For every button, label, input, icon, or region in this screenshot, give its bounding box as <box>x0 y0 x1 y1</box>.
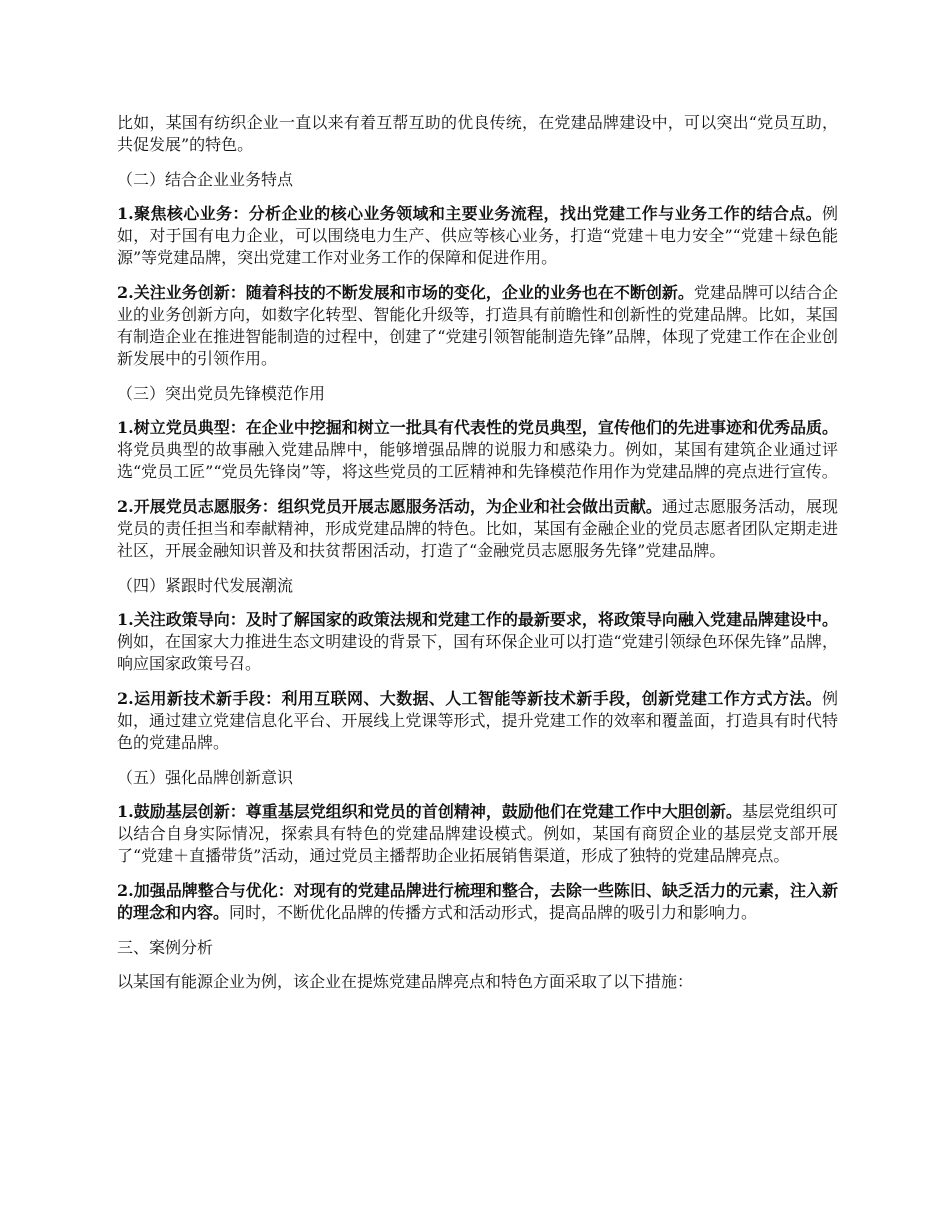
item-text: 例如，对于国有电力企业，可以围绕电力生产、供应等核心业务，打造“党建＋电力安全”“党建＋绿色能源”等党建品牌，突出党建工作对业务工作的保障和促进作用。 <box>117 204 838 267</box>
list-item <box>117 801 838 867</box>
list-item <box>117 417 838 483</box>
item-lead: 2.运用新技术新手段：利用互联网、大数据、人工智能等新技术新手段，创新党建工作方式方法。 <box>117 689 822 708</box>
list-item <box>117 609 838 675</box>
item-lead: 1.鼓励基层创新：尊重基层党组织和党员的首创精神，鼓励他们在党建工作中大胆创新。 <box>117 802 742 821</box>
list-item <box>117 688 838 754</box>
body-paragraph: 比如，某国有纺织企业一直以来有着互帮互助的优良传统，在党建品牌建设中，可以突出“党员互助，共促发展”的特色。 <box>117 113 838 154</box>
item-text: 同时，不断优化品牌的传播方式和活动形式，提高品牌的吸引力和影响力。 <box>229 903 758 922</box>
list-item <box>117 496 838 562</box>
list-item <box>117 880 838 924</box>
item-text: 基层党组织可以结合自身实际情况，探索具有特色的党建品牌建设模式。例如，某国有商贸企业的基层党支部开展了“党建＋直播带货”活动，通过党员主播帮助企业拓展销售渠道，形成了独特的党建品牌亮点。 <box>117 802 838 865</box>
item-text: 将党员典型的故事融入党建品牌中，能够增强品牌的说服力和感染力。例如，某国有建筑企业通过评选“党员工匠”“党员先锋岗”等，将这些党员的工匠精神和先锋模范作用作为党建品牌的亮点进行宣传。 <box>117 440 838 481</box>
item-text: 党建品牌可以结合企业的业务创新方向，如数字化转型、智能化升级等，打造具有前瞻性和创新性的党建品牌。比如，某国有制造企业在推进智能制造的过程中，创建了“党建引领智能制造先锋”品牌，体现了党建工作在企业创新发展中的引领作用。 <box>117 283 838 368</box>
item-lead: 1.聚焦核心业务：分析企业的核心业务领域和主要业务流程，找出党建工作与业务工作的结合点。 <box>117 204 822 223</box>
body-paragraph: 以某国有能源企业为例，该企业在提炼党建品牌亮点和特色方面采取了以下措施： <box>117 972 694 991</box>
list-item <box>117 203 838 269</box>
section-heading: （二）结合企业业务特点 <box>117 170 294 189</box>
section-heading: 三、案例分析 <box>117 938 214 957</box>
item-text: 例如，通过建立党建信息化平台、开展线上党课等形式，提升党建工作的效率和覆盖面，打造具有时代特色的党建品牌。 <box>117 689 838 752</box>
list-item <box>117 282 838 370</box>
section-heading: （四）紧跟时代发展潮流 <box>117 576 294 595</box>
item-lead: 2.关注业务创新：随着科技的不断发展和市场的变化，企业的业务也在不断创新。 <box>117 283 694 302</box>
item-lead: 2.加强品牌整合与优化：对现有的党建品牌进行梳理和整合，去除一些陈旧、缺乏活力的元素，注入新的理念和内容。 <box>117 881 838 922</box>
section-heading: （三）突出党员先锋模范作用 <box>117 384 326 403</box>
section-heading: （五）强化品牌创新意识 <box>117 768 294 787</box>
item-text: 通过志愿服务活动，展现党员的责任担当和奉献精神，形成党建品牌的特色。比如，某国有金融企业的党员志愿者团队定期走进社区，开展金融知识普及和扶贫帮困活动，打造了“金融党员志愿服务先锋”党建品牌。 <box>117 497 838 560</box>
item-text: 例如，在国家大力推进生态文明建设的背景下，国有环保企业可以打造“党建引领绿色环保先锋”品牌，响应国家政策号召。 <box>117 632 838 673</box>
item-lead: 1.关注政策导向：及时了解国家的政策法规和党建工作的最新要求，将政策导向融入党建品牌建设中。 <box>117 610 838 629</box>
item-lead: 1.树立党员典型：在企业中挖掘和树立一批具有代表性的党员典型，宣传他们的先进事迹和优秀品质。 <box>117 418 838 437</box>
item-lead: 2.开展党员志愿服务：组织党员开展志愿服务活动，为企业和社会做出贡献。 <box>117 497 662 516</box>
